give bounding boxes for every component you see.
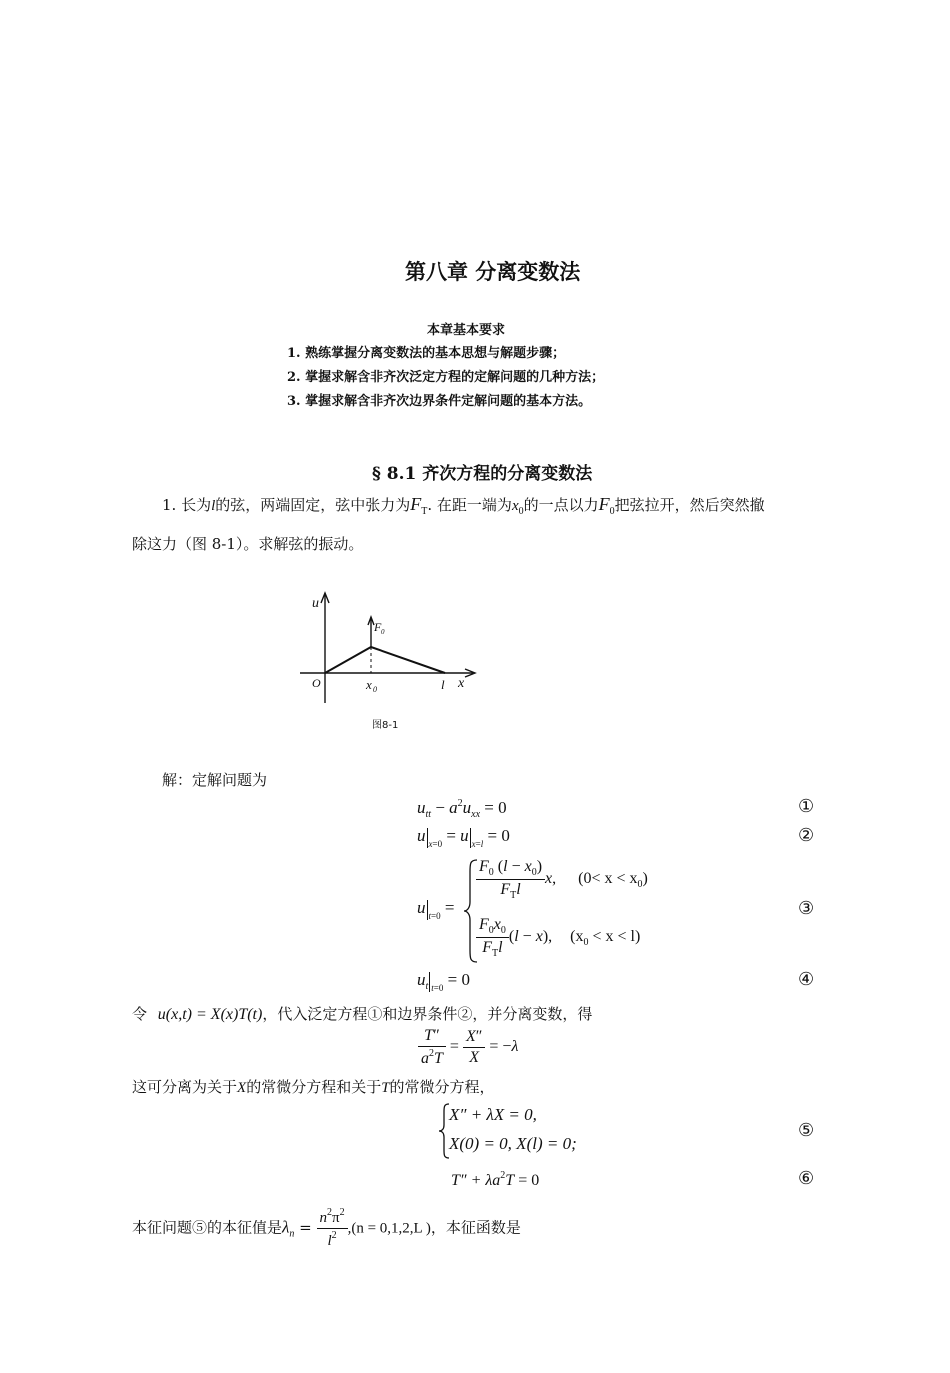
problem-line-1: 1. 长为l的弦，两端固定，弦中张力为$F_T$. 在距一端为$x_0$的一点以力$F_0$把弦拉开，然后突然撤 xyxy=(162,494,765,517)
figure-caption: 图8-1 xyxy=(372,720,399,731)
requirement-item-2: 2. 掌握求解含非齐次泛定方程的定解问题的几种方法； xyxy=(287,370,605,385)
x0-label: x xyxy=(366,677,372,692)
solution-intro: 解：定解问题为 xyxy=(162,771,268,789)
equation-number-1: ① xyxy=(798,796,815,817)
equation-3-lhs: u $_{t=0}$ = xyxy=(417,898,455,921)
equation-5-line-1: X″ + λX = 0, xyxy=(449,1105,537,1124)
equation-1: $u_{tt} - a^2u_{xx} = 0$ xyxy=(417,798,507,820)
requirement-item-3: 3. 掌握求解含非齐次边界条件定解问题的基本方法。 xyxy=(287,394,592,409)
x-axis-label: x xyxy=(458,676,465,691)
requirement-item-1: 1. 熟练掌握分离变数法的基本思想与解题步骤； xyxy=(287,346,566,361)
origin-label: O xyxy=(312,676,321,690)
equation-4: $u_t$ $_{t=0}$ = 0 xyxy=(417,970,470,993)
separation-line: 令 u(x,t) = X(x)T(t)，代入泛定方程①和边界条件②，并分离变数，得 xyxy=(132,1005,593,1023)
equation-number-4: ④ xyxy=(798,969,815,990)
l-label: l xyxy=(441,677,445,692)
figure-8-1 xyxy=(290,585,490,735)
equation-number-3: ③ xyxy=(798,898,815,919)
force-label: F xyxy=(374,620,382,634)
x0-label-sub: 0 xyxy=(373,685,377,694)
equation-number-5: ⑤ xyxy=(798,1120,815,1141)
eigenvalue-line: 本征问题⑤的本征值是$\lambda_n$ = $\frac{n^2\pi^2}{l^2}$ ,(n = 0,1,2,L )，本征函数是 xyxy=(132,1207,521,1249)
equation-number-6: ⑥ xyxy=(798,1168,815,1189)
equation-2: u $_{x=0}$ = u $_{x=l}$ = 0 xyxy=(417,826,510,849)
equation-3-case-2: $\frac{F_0x_0}{F_Tl}$ (l − x), $(x_0 < x < l)$ xyxy=(476,916,640,959)
section-title: § 8.1 齐次方程的分离变数法 xyxy=(372,464,593,484)
requirements-heading: 本章基本要求 xyxy=(427,323,506,338)
equation-5-line-2: X(0) = 0, X(l) = 0; xyxy=(449,1134,577,1153)
force-label-sub: 0 xyxy=(381,628,385,636)
equation-3-case-1: $\frac{F_0 (l - x_0)}{F_Tl}$ x, $(0< x < x_0)$ xyxy=(476,858,648,901)
equation-number-2: ② xyxy=(798,825,815,846)
string-profile xyxy=(325,647,445,673)
equation-6: $T'' + \lambda a^2T = 0$ xyxy=(451,1170,540,1189)
u-axis-label: u xyxy=(312,596,319,611)
separation-equation: $\frac{T''}{a^2T}$ = $\frac{X''}{X}$ = −λ xyxy=(418,1027,518,1068)
problem-line-2: 除这力（图 8-1）。求解弦的振动。 xyxy=(132,535,364,553)
chapter-title: 第八章 分离变数法 xyxy=(405,260,581,284)
split-line: 这可分离为关于X的常微分方程和关于T的常微分方程， xyxy=(132,1078,495,1096)
